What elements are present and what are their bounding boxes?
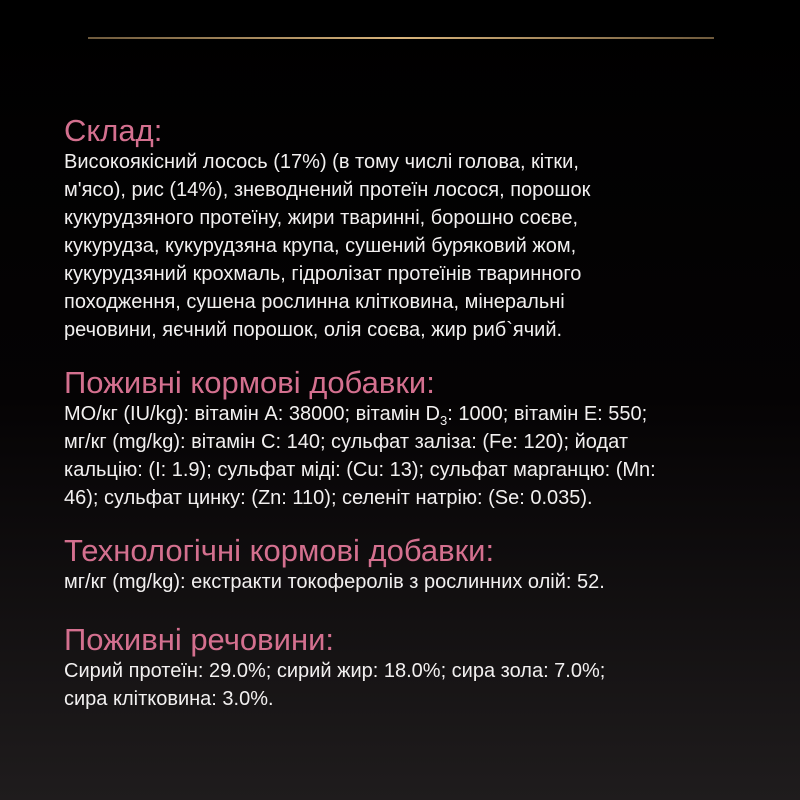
nutrients-heading: Поживні речовини:: [64, 622, 334, 657]
composition-line: кукурудза, кукурудзяна крупа, сушений буряковий жом,: [64, 235, 577, 257]
composition-line: Високоякісний лосось (17%) (в тому числі голова, кітки,: [64, 151, 579, 173]
nutrients-line: сира клітковина: 3.0%.: [64, 688, 274, 710]
tech-additives-line: мг/кг (mg/kg): екстракти токоферолів з рослинних олій: 52.: [64, 571, 605, 593]
composition-line: кукурудзяного протеїну, жири тваринні, борошно соєве,: [64, 207, 578, 229]
composition-line: походження, сушена рослинна клітковина, мінеральні: [64, 291, 565, 313]
composition-line: м'ясо), рис (14%), зневоднений протеїн лосося, порошок: [64, 179, 591, 201]
nutritional-additives-heading: Поживні кормові добавки:: [64, 365, 435, 400]
additives-line: мг/кг (mg/kg): вітамін С: 140; сульфат заліза: (Fe: 120); йодат: [64, 431, 629, 453]
composition-line: кукурудзяний крохмаль, гідролізат протеїнів тваринного: [64, 263, 582, 285]
nutrients-section: [64, 623, 744, 713]
technological-additives-text: [64, 568, 744, 596]
composition-text: [64, 148, 744, 344]
gold-divider: [88, 37, 714, 39]
composition-section: [64, 114, 744, 344]
vitamins-text-start: МО/кг (IU/kg): вітамін А: 38000; вітамін D: [64, 403, 440, 425]
nutritional-additives-section: [64, 366, 744, 512]
nutrients-line: Сирий протеїн: 29.0%; сирий жир: 18.0%; сира зола: 7.0%;: [64, 660, 606, 682]
technological-additives-section: [64, 534, 744, 596]
technological-additives-heading: Технологічні кормові добавки:: [64, 533, 495, 568]
composition-line: речовини, яєчний порошок, олія соєва, жир риб`ячий.: [64, 319, 563, 341]
additives-line: кальцію: (I: 1.9); сульфат міді: (Cu: 13); сульфат марганцю: (Mn:: [64, 459, 656, 481]
nutritional-additives-text: [64, 400, 744, 512]
vitamins-text-end: : 1000; вітамін Е: 550;: [447, 403, 648, 425]
nutrients-text: [64, 657, 744, 713]
composition-heading: Склад:: [64, 113, 163, 148]
vitamin-d-subscript: 3: [439, 413, 448, 428]
additives-line: 46); сульфат цинку: (Zn: 110); селеніт натрію: (Se: 0.035).: [64, 487, 593, 509]
vitamins-line: [64, 400, 744, 428]
